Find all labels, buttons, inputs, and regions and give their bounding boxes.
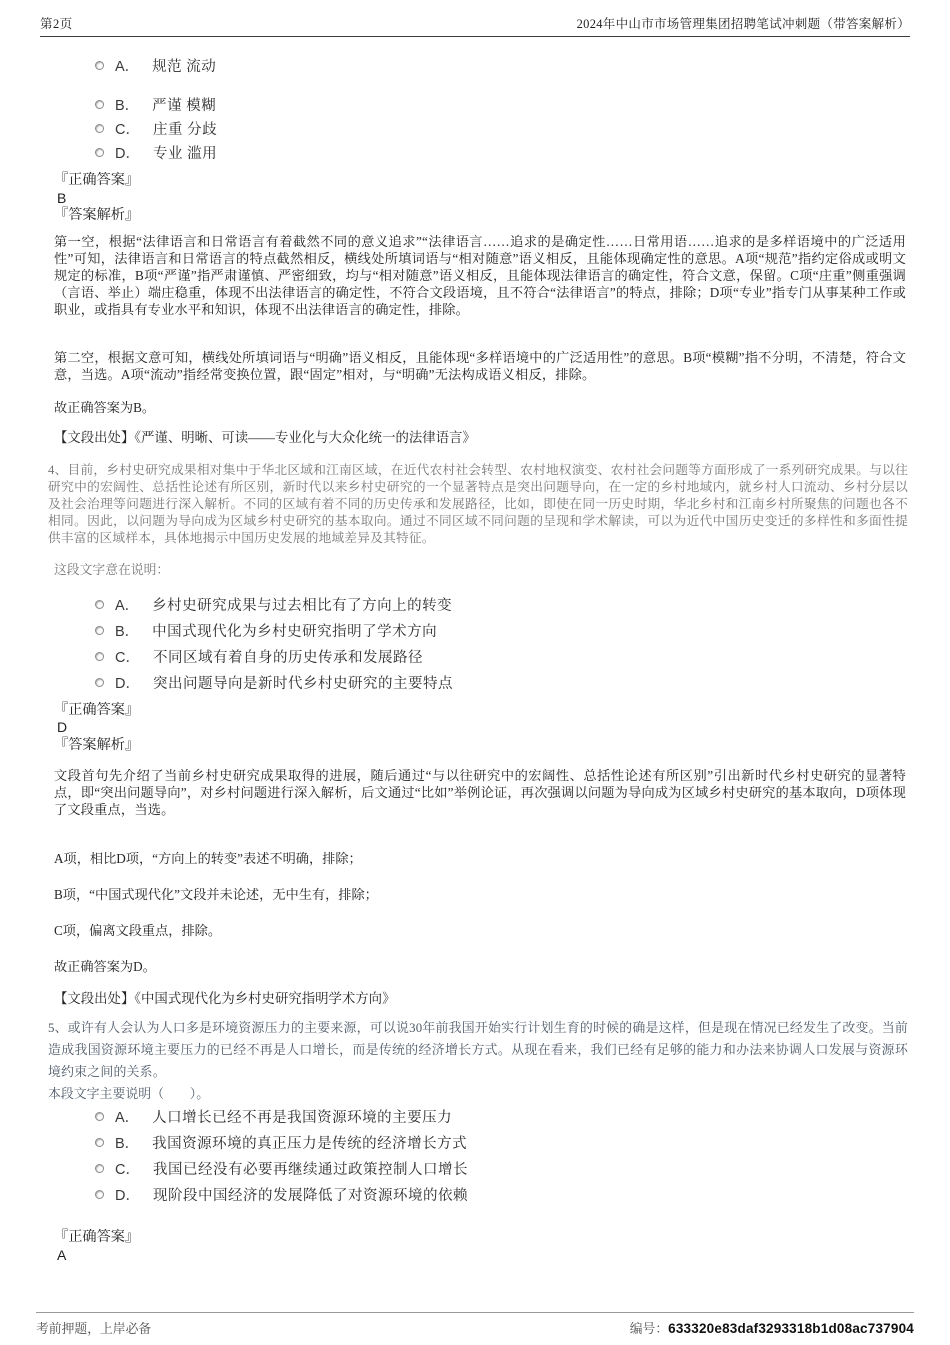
option-row-c[interactable] [95,1160,910,1176]
document-title: 2024年中山市市场管理集团招聘笔试冲刺题（带答案解析） [576,17,910,31]
question4-prompt: 这段文字意在说明： [54,562,170,577]
radio-icon[interactable] [95,100,104,109]
option-row-a[interactable] [95,57,910,73]
option-row-d[interactable] [95,144,910,160]
option-text: 现阶段中国经济的发展降低了对资源环境的依赖 [152,1187,468,1204]
option-row-a[interactable] [95,597,910,613]
option-text: 专业 滥用 [152,145,218,162]
radio-icon[interactable] [95,600,104,609]
footer-serial [630,1318,914,1337]
question3-options [95,57,910,160]
option-letter: C． [115,1161,140,1178]
option-letter: D． [115,1187,140,1204]
question4-stem: 4、目前，乡村史研究成果相对集中于华北区域和江南区域，在近代农村社会转型、农村地权演变、农村社会问题等方面形成了一系列研究成果。与以往研究中的宏阔性、总括性论述有所区别，新时代以来乡村史研究的一个显著特点是突出问题导向，在一定的乡村地域内，就乡村人口流动、乡村分层以及社会治理等问题进行深入解析。不同的区域有着不同的历史传承和发展路径，比如，即使在同一历史时期，华北乡村和江南乡村所聚焦的问题也各不相同。因此，以问题为导向成为区域乡村史研究的基本取向。通过不同区域不同问题的呈现和学术解读，可以为近代中国历史变迁的多样性和多面性提供丰富的区域样本，具体地揭示中国历史发展的地域差异及其特征。 [48,462,908,545]
radio-icon[interactable] [95,148,104,157]
answer-heading: 『正确答案』 [54,172,140,188]
option-row-c[interactable] [95,120,910,136]
page-footer [36,1312,914,1337]
option-row-b[interactable] [95,623,910,639]
question3-answer-block [54,172,910,225]
question3-analysis-paragraph-1: 第一空，根据“法律语言和日常语言有着截然不同的意义追求”“法律语言……追求的是确定性……日常用语……追求的是多样语境中的广泛适用性”可知，法律语言和日常语言的特点截然相反，横线处所填词语与“相对随意”语义相反，且能体现确定性的意思。A项“规范”指约定俗成或明文规定的标准，B项“严谨”指严肃谨慎、严密细致，均与“相对随意”语义相反，且能体现法律语言的确定性，符合文意，保留。C项“庄重”侧重强调（言语、举止）端庄稳重，体现不出法律语言的确定性，不符合文段语境，且不符合“法律语言”的特点，排除；D项“专业”指专门从事某种工作或职业，或指具有专业水平和知识，体现不出法律语言的确定性，排除。 [54,233,906,317]
question3-analysis-paragraph-2: 第二空，根据文意可知，横线处所填词语与“明确”语义相反，且能体现“多样语境中的广泛适用性”的意思。B项“模糊”指不分明，不清楚，符合文意，当选。A项“流动”指经常变换位置，跟“固定”相对，与“明确”无法构成语义相反，排除。 [54,349,906,382]
radio-icon[interactable] [95,1190,104,1199]
option-row-b[interactable] [95,96,910,112]
question4-note-c: C项，偏离文段重点，排除。 [54,923,222,938]
question4-note-b: B项，“中国式现代化”文段并未论述，无中生有，排除； [54,887,378,902]
option-text: 规范 流动 [152,58,217,75]
radio-icon[interactable] [95,1138,104,1147]
option-text: 突出问题导向是新时代乡村史研究的主要特点 [152,676,453,692]
answer-value: D [57,719,68,735]
option-letter: C． [115,121,140,138]
radio-icon[interactable] [95,124,104,133]
option-text: 我国已经没有必要再继续通过政策控制人口增长 [152,1161,468,1178]
answer-value: B [57,189,67,206]
option-text: 严谨 模糊 [152,97,217,114]
question4-note-a: A项，相比D项，“方向上的转变”表述不明确，排除； [54,851,362,866]
option-letter: B． [115,1135,140,1152]
option-letter: B． [115,624,140,640]
option-row-b[interactable] [95,1134,910,1150]
radio-icon[interactable] [95,61,104,70]
answer-value: A [57,1246,67,1263]
answer-heading: 『正确答案』 [54,701,140,718]
question3-conclusion: 故正确答案为B。 [54,399,156,415]
option-text: 庄重 分歧 [152,121,218,138]
option-letter: D． [115,145,140,162]
radio-icon[interactable] [95,626,104,635]
footer-serial-label: 编号： [629,1322,669,1336]
radio-icon[interactable] [95,1164,104,1173]
question3-source-line: 【文段出处】《严谨、明晰、可读——专业化与大众化统一的法律语言》 [54,429,476,445]
page-number: 第2页 [40,17,73,31]
radio-icon[interactable] [95,652,104,661]
question4-answer-block [54,702,910,755]
question5-answer-block [54,1229,910,1264]
question4-options [95,597,910,691]
option-row-a[interactable] [95,1108,910,1124]
question5-prompt: 本段文字主要说明（ ）。 [48,1087,210,1101]
option-text: 人口增长已经不再是我国资源环境的主要压力 [152,1109,453,1126]
option-letter: D． [115,676,140,692]
radio-icon[interactable] [95,678,104,687]
option-text: 不同区域有着自身的历史传承和发展路径 [152,650,423,666]
question4-conclusion: 故正确答案为D。 [54,959,156,974]
page-header [40,0,910,37]
question5-options [95,1108,910,1202]
option-text: 我国资源环境的真正压力是传统的经济增长方式 [152,1135,468,1152]
option-letter: A． [115,598,140,614]
question4-analysis-paragraph: 文段首句先介绍了当前乡村史研究成果取得的进展，随后通过“与以往研究中的宏阔性、总括性论述有所区别”引出新时代乡村史研究的显著特点，即“突出问题导向”，对乡村问题进行深入解析，后文通过“比如”举例论证，再次强调以问题为导向成为区域乡村史研究的基本取向，D项体现了文段重点，当选。 [54,768,906,817]
option-row-d[interactable] [95,675,910,691]
option-letter: C． [115,650,140,666]
option-letter: B． [115,97,140,114]
analysis-heading: 『答案解析』 [54,207,140,223]
analysis-heading: 『答案解析』 [54,736,140,753]
question5-stem: 5、或许有人会认为人口多是环境资源压力的主要来源，可以说30年前我国开始实行计划生育的时候的确是这样，但是现在情况已经发生了改变。当前造成我国资源环境主要压力的已经不再是人口增长，而是传统的经济增长方式。从现在看来，我们已经有足够的能力和办法来协调人口发展与资源环境约束之间的关系。 [48,1021,908,1079]
option-row-c[interactable] [95,649,910,665]
option-text: 中国式现代化为乡村史研究指明了学术方向 [152,624,438,640]
option-row-d[interactable] [95,1186,910,1202]
option-letter: A． [115,1109,140,1126]
radio-icon[interactable] [95,1112,104,1121]
footer-slogan: 考前押题，上岸必备 [36,1322,152,1336]
footer-serial-value: 633320e83daf3293318b1d08ac737904 [668,1321,914,1336]
answer-heading: 『正确答案』 [54,1229,140,1245]
option-letter: A． [115,58,140,75]
option-text: 乡村史研究成果与过去相比有了方向上的转变 [152,598,453,614]
question4-source-line: 【文段出处】《中国式现代化为乡村史研究指明学术方向》 [54,991,396,1006]
